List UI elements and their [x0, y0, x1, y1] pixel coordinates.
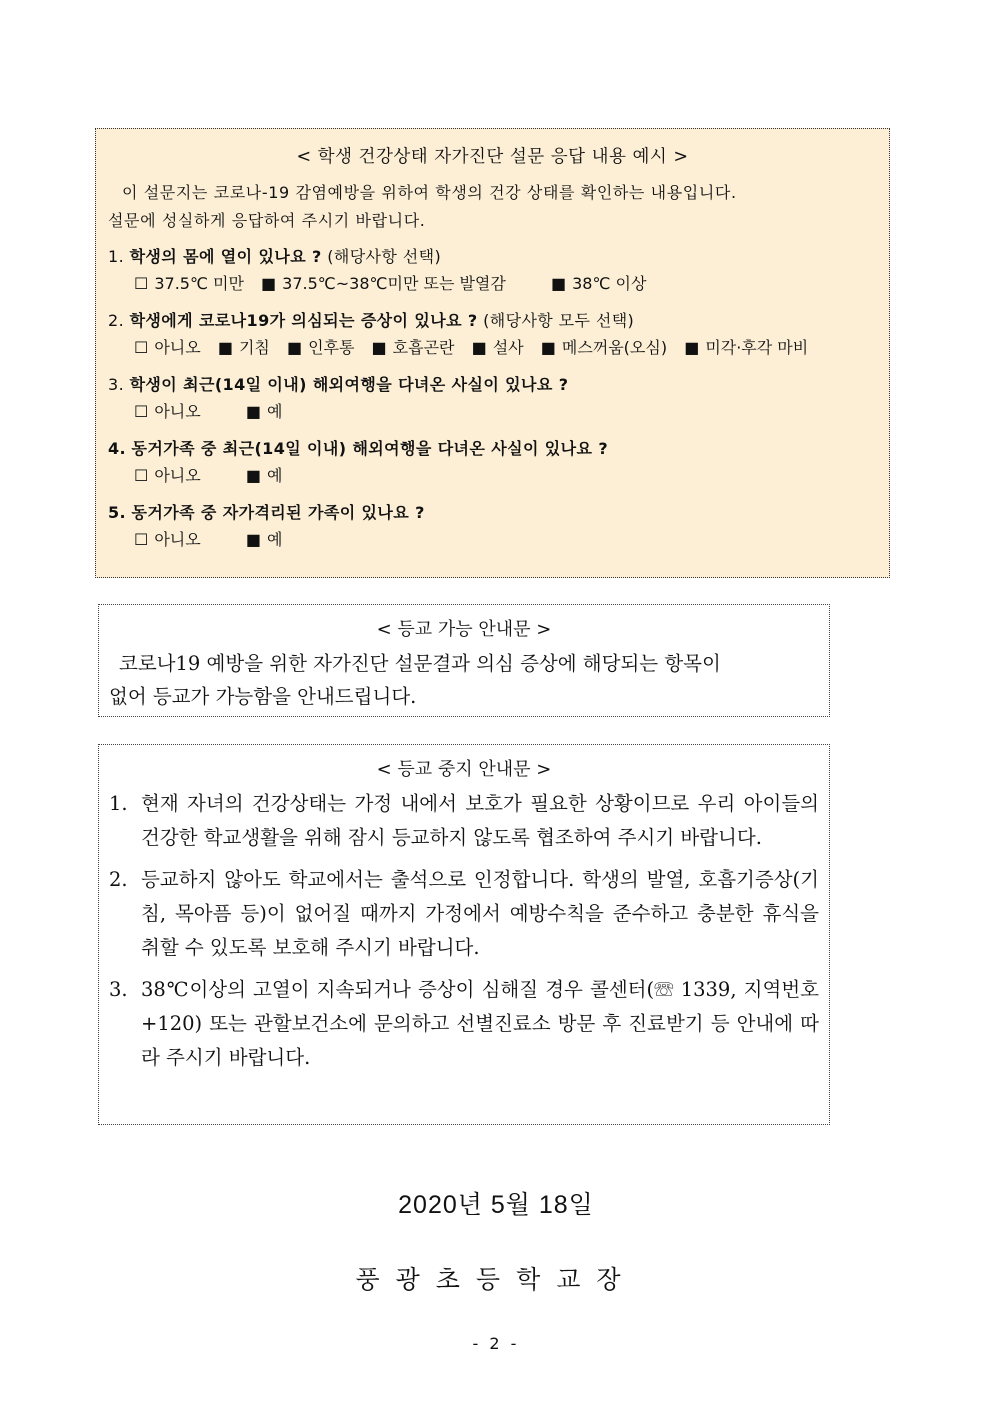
option-checked[interactable]: ■ 인후통	[287, 338, 355, 357]
question-number: 2.	[108, 311, 125, 330]
question-3	[108, 373, 877, 427]
item-text: 38℃이상의 고열이 지속되거나 증상이 심해질 경우 콜센터(☏ 1339, 지역번호+120) 또는 관할보건소에 문의하고 선별진료소 방문 후 진료받기 등 안내에 따라 주시기 바랍니다.	[141, 978, 819, 1069]
option-checked[interactable]: ■ 예	[246, 466, 283, 485]
question-1	[108, 245, 877, 299]
item-text: 등교하지 않아도 학교에서는 출석으로 인정합니다. 학생의 발열, 호흡기증상(기침, 목아픔 등)이 없어질 때까지 가정에서 예방수칙을 준수하고 충분한 휴식을 취할 수 있도록 보호해 주시기 바랍니다.	[141, 868, 819, 959]
survey-example-box	[95, 128, 890, 578]
question-4	[108, 437, 877, 491]
question-text: 학생에게 코로나19가 의심되는 증상이 있나요 ?	[129, 311, 478, 330]
question-number: 1.	[108, 247, 125, 266]
notice-item	[109, 973, 819, 1075]
document-date: 2020년 5월 18일	[398, 1191, 594, 1219]
attendance-stop-notice	[98, 744, 830, 1125]
question-text: 동거가족 중 자가격리된 가족이 있나요 ?	[131, 503, 425, 522]
notice-item	[109, 787, 819, 855]
question-text: 학생의 몸에 열이 있나요 ?	[129, 247, 322, 266]
question-number: 5.	[108, 503, 127, 522]
item-number: 3.	[109, 978, 128, 1001]
item-number: 2.	[109, 868, 128, 891]
question-text: 학생이 최근(14일 이내) 해외여행을 다녀온 사실이 있나요 ?	[129, 375, 569, 394]
notice-line: 없어 등교가 가능함을 안내드립니다.	[109, 685, 417, 708]
survey-title: < 학생 건강상태 자가진단 설문 응답 내용 예시 >	[296, 147, 689, 167]
option-checked[interactable]: ■ 미각·후각 마비	[684, 338, 808, 357]
option-checked[interactable]: ■ 기침	[218, 338, 270, 357]
option-unchecked[interactable]: ☐ 아니오	[134, 402, 201, 421]
principal-signature: 풍광초등학교장	[355, 1265, 637, 1294]
item-text: 현재 자녀의 건강상태는 가정 내에서 보호가 필요한 상황이므로 우리 아이들의 건강한 학교생활을 위해 잠시 등교하지 않도록 협조하여 주시기 바랍니다.	[141, 792, 819, 849]
option-checked[interactable]: ■ 설사	[472, 338, 524, 357]
attendance-ok-notice	[98, 604, 830, 717]
question-number: 4.	[108, 439, 127, 458]
question-text: 동거가족 중 최근(14일 이내) 해외여행을 다녀온 사실이 있나요 ?	[131, 439, 608, 458]
item-number: 1.	[109, 792, 128, 815]
option-unchecked[interactable]: ☐ 아니오	[134, 466, 201, 485]
option-checked[interactable]: ■ 예	[246, 530, 283, 549]
question-hint: (해당사항 선택)	[327, 247, 442, 266]
question-number: 3.	[108, 375, 125, 394]
page-number: - 2 -	[472, 1334, 520, 1353]
notice-items	[109, 787, 819, 1075]
notice-title: < 등교 가능 안내문 >	[376, 619, 552, 640]
notice-item	[109, 863, 819, 965]
option-unchecked[interactable]: ☐ 37.5℃ 미만	[134, 274, 244, 293]
question-hint: (해당사항 모두 선택)	[483, 311, 635, 330]
option-checked[interactable]: ■ 호흡곤란	[372, 338, 455, 357]
survey-intro-line1: 이 설문지는 코로나-19 감염예방을 위하여 학생의 건강 상태를 확인하는 내용입니다.	[122, 183, 737, 202]
option-checked[interactable]: ■ 38℃ 이상	[551, 274, 646, 293]
notice-title: < 등교 중지 안내문 >	[376, 759, 552, 780]
option-unchecked[interactable]: ☐ 아니오	[134, 530, 201, 549]
option-unchecked[interactable]: ☐ 아니오	[134, 338, 201, 357]
option-checked[interactable]: ■ 메스꺼움(오심)	[541, 338, 667, 357]
option-checked[interactable]: ■ 예	[246, 402, 283, 421]
option-checked[interactable]: ■ 37.5℃~38℃미만 또는 발열감	[261, 274, 506, 293]
notice-line: 코로나19 예방을 위한 자가진단 설문결과 의심 증상에 해당되는 항목이	[119, 652, 721, 675]
question-5	[108, 501, 877, 555]
survey-intro	[108, 179, 877, 235]
notice-body	[109, 647, 819, 713]
survey-intro-line2: 설문에 성실하게 응답하여 주시기 바랍니다.	[108, 211, 426, 230]
question-2	[108, 309, 877, 363]
